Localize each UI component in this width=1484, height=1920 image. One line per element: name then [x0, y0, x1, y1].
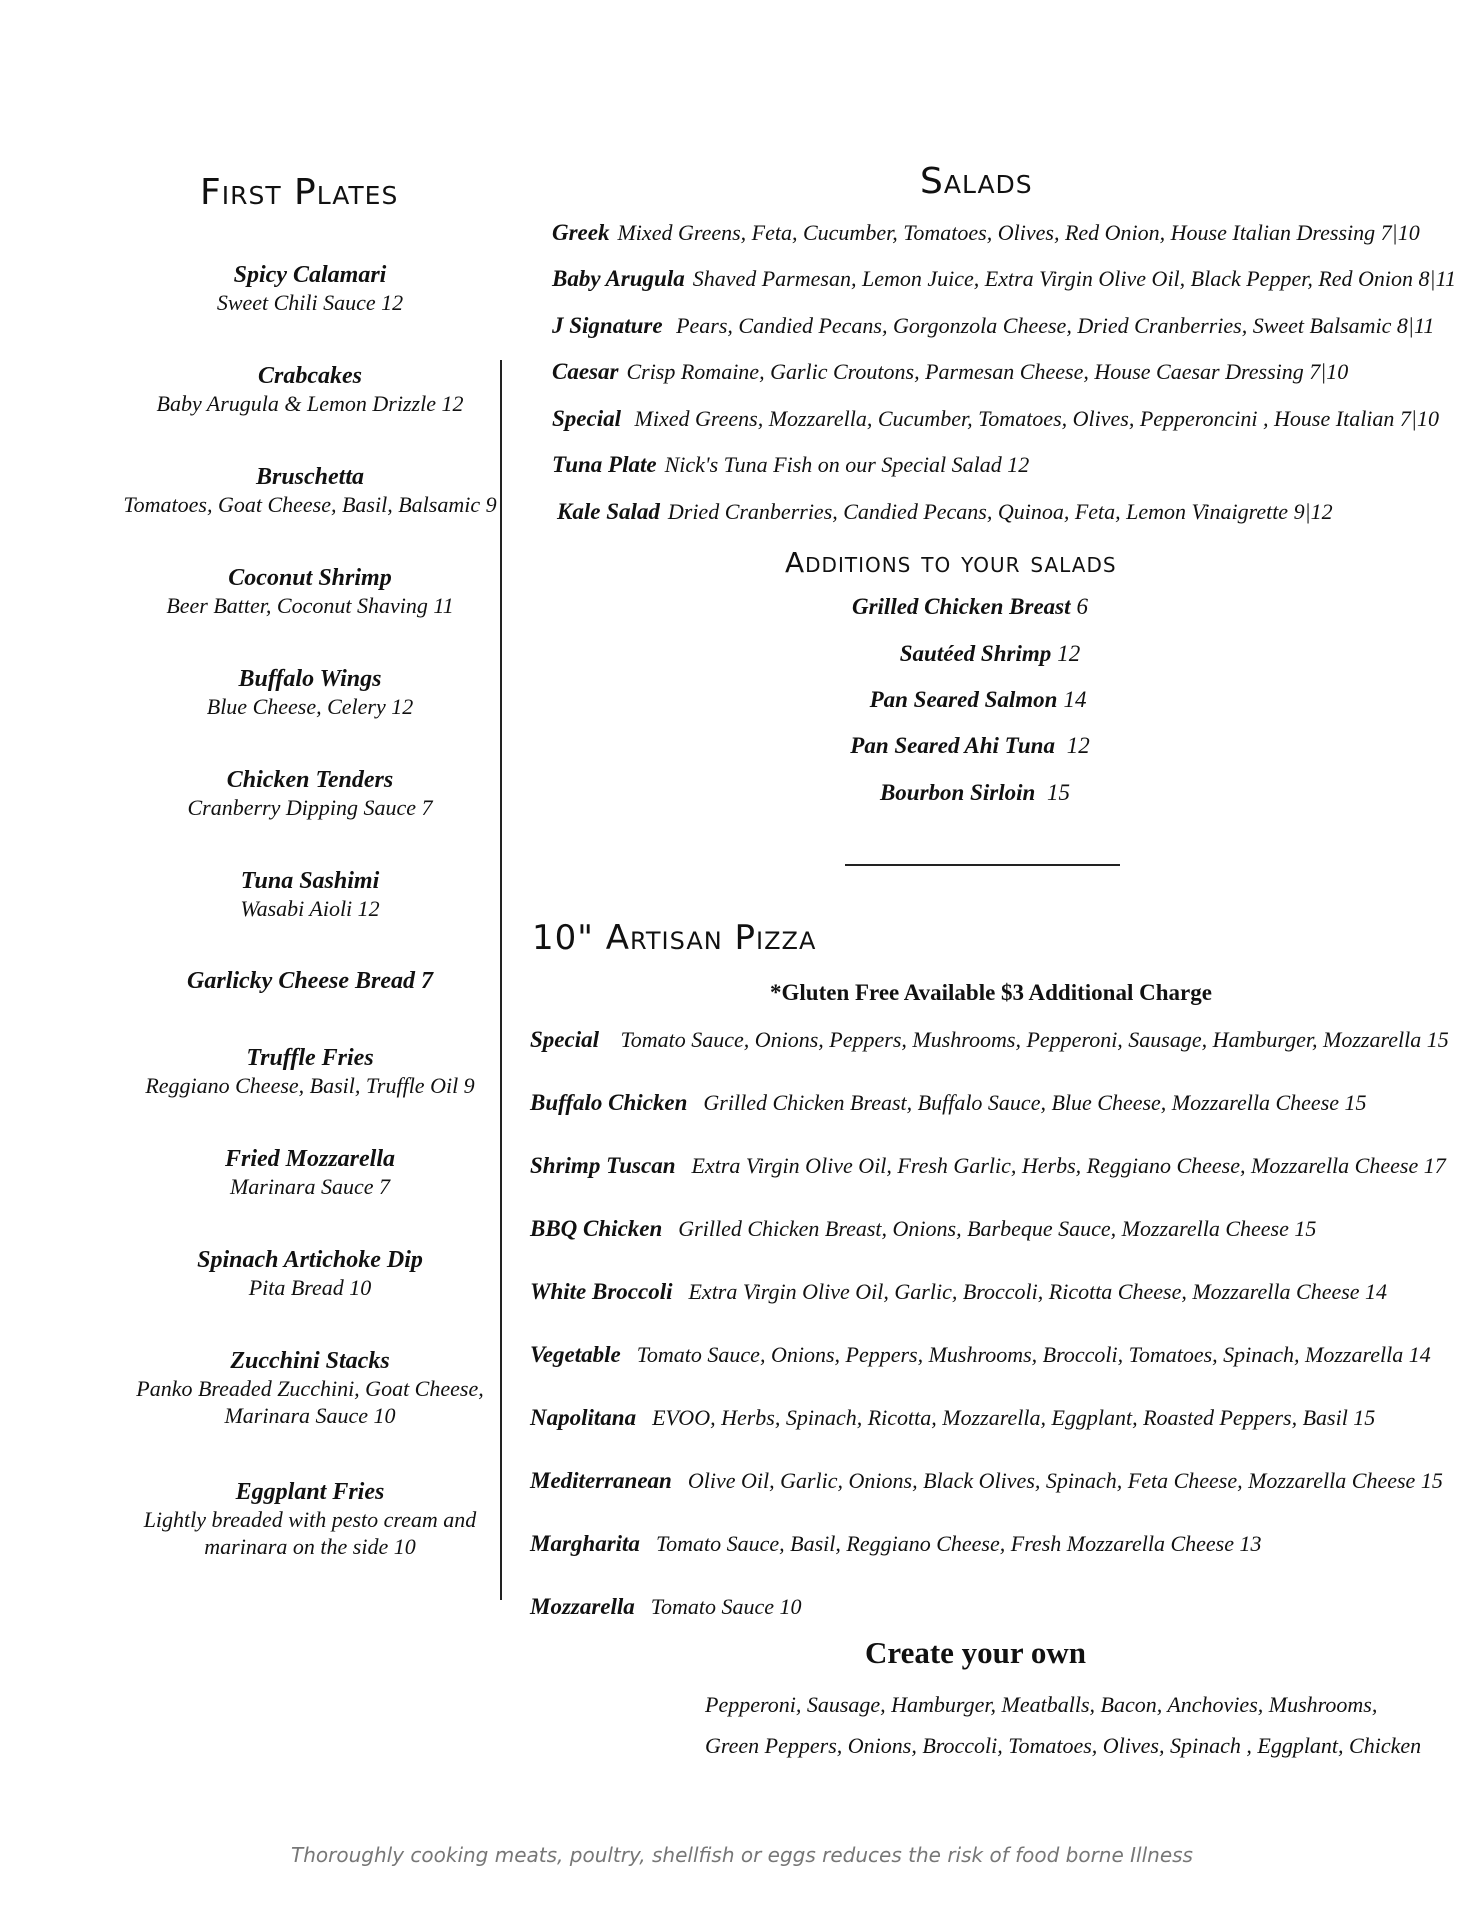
food-safety-disclaimer: Thoroughly cooking meats, poultry, shellfish or eggs reduces the risk of food borne Illness	[291, 1843, 1193, 1867]
list-item	[557, 497, 1333, 527]
list-item	[740, 639, 1240, 669]
item-desc: Beer Batter, Coconut Shaving 11	[166, 593, 454, 618]
item-price: 14	[1063, 687, 1087, 712]
item-name: Special	[530, 1027, 599, 1052]
item-desc: Grilled Chicken Breast, Buffalo Sauce, Blue Cheese, Mozzarella Cheese 15	[703, 1090, 1367, 1115]
item-desc: Tomatoes, Goat Cheese, Basil, Balsamic 9	[123, 492, 497, 517]
list-item	[720, 592, 1220, 622]
list-item	[552, 218, 1420, 248]
item-desc: Tomato Sauce, Onions, Peppers, Mushrooms, Pepperoni, Sausage, Hamburger, Mozzarella 15	[615, 1027, 1449, 1052]
list-item	[530, 1340, 1431, 1370]
list-item	[530, 1214, 1316, 1244]
item-name: BBQ Chicken	[530, 1216, 663, 1241]
list-item	[552, 450, 1029, 480]
list-item	[725, 778, 1225, 808]
item-desc: Cranberry Dipping Sauce 7	[187, 795, 433, 820]
item-desc: Tomato Sauce, Onions, Peppers, Mushrooms, Broccoli, Tomatoes, Spinach, Mozzarella 14	[636, 1342, 1431, 1367]
item-name: Mediterranean	[530, 1468, 672, 1493]
item-name: Grilled Chicken Breast	[851, 594, 1071, 619]
toppings-line: Green Peppers, Onions, Broccoli, Tomatoes, Olives, Spinach , Eggplant, Chicken	[705, 1733, 1422, 1758]
item-price: 12	[1060, 733, 1090, 758]
salads-title: Salads	[920, 161, 1033, 202]
list-item	[120, 1146, 500, 1200]
list-item	[120, 565, 500, 619]
item-desc: Lightly breaded with pesto cream and	[143, 1507, 477, 1532]
gluten-free-note: *Gluten Free Available $3 Additional Charge	[770, 980, 1212, 1005]
item-desc: Nick's Tuna Fish on our Special Salad 12	[664, 452, 1030, 477]
item-desc: Baby Arugula & Lemon Drizzle 12	[156, 391, 464, 416]
item-desc: Mixed Greens, Feta, Cucumber, Tomatoes, Olives, Red Onion, House Italian Dressing 7|10	[617, 220, 1420, 245]
list-item	[120, 1348, 500, 1429]
section-divider	[845, 864, 1120, 866]
item-name: Fried Mozzarella	[224, 1146, 395, 1172]
list-item	[120, 464, 500, 518]
item-name: Margharita	[530, 1531, 640, 1556]
list-item	[120, 363, 500, 417]
item-name: Special	[552, 406, 621, 431]
list-item	[530, 1529, 1261, 1559]
item-name: Kale Salad	[557, 499, 660, 524]
item-name: Pan Seared Salmon	[869, 687, 1058, 712]
item-name: Eggplant Fries	[235, 1479, 385, 1505]
item-name: Baby Arugula	[552, 266, 685, 291]
item-desc: Pears, Candied Pecans, Gorgonzola Cheese, Dried Cranberries, Sweet Balsamic 8|11	[670, 313, 1435, 338]
item-name: Bruschetta	[255, 464, 365, 490]
list-item	[552, 264, 1456, 294]
create-your-own-title: Create your own	[865, 1635, 1086, 1670]
list-item	[530, 1025, 1449, 1055]
item-desc: Olive Oil, Garlic, Onions, Black Olives, Spinach, Feta Cheese, Mozzarella Cheese 15	[687, 1468, 1443, 1493]
list-item	[728, 685, 1228, 715]
list-item	[120, 666, 500, 720]
item-desc: Extra Virgin Olive Oil, Fresh Garlic, Herbs, Reggiano Cheese, Mozzarella Cheese 17	[691, 1153, 1446, 1178]
item-name: Greek	[552, 220, 610, 245]
toppings-line: Pepperoni, Sausage, Hamburger, Meatballs, Bacon, Anchovies, Mushrooms,	[705, 1692, 1378, 1717]
item-desc: Dried Cranberries, Candied Pecans, Quinoa, Feta, Lemon Vinaigrette 9|12	[667, 499, 1333, 524]
item-desc: Sweet Chili Sauce 12	[216, 290, 404, 315]
item-desc: Blue Cheese, Celery 12	[206, 694, 414, 719]
item-name: Shrimp Tuscan	[530, 1153, 676, 1178]
item-desc: Shaved Parmesan, Lemon Juice, Extra Virgin Olive Oil, Black Pepper, Red Onion 8|11	[692, 266, 1456, 291]
item-desc: Pita Bread 10	[248, 1275, 372, 1300]
item-desc: EVOO, Herbs, Spinach, Ricotta, Mozzarella, Eggplant, Roasted Peppers, Basil 15	[652, 1405, 1376, 1430]
list-item	[120, 1247, 500, 1301]
additions-title: Additions to your salads	[785, 546, 1117, 579]
item-name: Zucchini Stacks	[230, 1348, 390, 1374]
column-divider	[500, 360, 502, 1600]
list-item	[120, 262, 500, 316]
item-name: Truffle Fries	[246, 1045, 374, 1071]
item-desc: Panko Breaded Zucchini, Goat Cheese,	[136, 1376, 484, 1401]
item-name: J Signature	[552, 313, 663, 338]
list-item	[552, 357, 1348, 387]
list-item	[530, 1151, 1446, 1181]
first-plates-title: First Plates	[200, 172, 399, 213]
item-name: Mozzarella	[530, 1594, 635, 1619]
item-name: Tuna Sashimi	[240, 868, 380, 894]
item-name: Crabcakes	[258, 363, 362, 389]
item-name: Coconut Shrimp	[228, 565, 392, 591]
list-item	[552, 311, 1434, 341]
list-item	[120, 767, 500, 821]
item-name: Bourbon Sirloin	[879, 780, 1036, 805]
item-name: Napolitana	[530, 1405, 637, 1430]
item-name: Vegetable	[530, 1342, 621, 1367]
item-name: Buffalo Chicken	[530, 1090, 688, 1115]
list-item	[120, 868, 500, 922]
item-desc: Grilled Chicken Breast, Onions, Barbeque Sauce, Mozzarella Cheese 15	[678, 1216, 1317, 1241]
item-name: White Broccoli	[530, 1279, 673, 1304]
list-item	[530, 1403, 1375, 1433]
item-price: 12	[1057, 641, 1081, 666]
list-item	[552, 404, 1439, 434]
item-price: 15	[1041, 780, 1071, 805]
list-item	[120, 968, 500, 995]
item-name: Caesar	[552, 359, 619, 384]
item-name: Chicken Tenders	[226, 767, 394, 793]
list-item	[530, 1466, 1443, 1496]
item-desc: Mixed Greens, Mozzarella, Cucumber, Tomatoes, Olives, Pepperoncini , House Italian 7|10	[629, 406, 1439, 431]
item-desc: Extra Virgin Olive Oil, Garlic, Broccoli, Ricotta Cheese, Mozzarella Cheese 14	[688, 1279, 1388, 1304]
item-name: Garlicky Cheese Bread 7	[187, 968, 433, 994]
list-item	[530, 1592, 802, 1622]
list-item	[720, 731, 1220, 761]
list-item	[120, 1479, 500, 1560]
item-name: Buffalo Wings	[238, 666, 382, 692]
list-item	[120, 1045, 500, 1099]
item-desc: Wasabi Aioli 12	[240, 896, 380, 921]
item-desc: Marinara Sauce 10	[224, 1403, 396, 1428]
item-desc: Crisp Romaine, Garlic Croutons, Parmesan Cheese, House Caesar Dressing 7|10	[626, 359, 1349, 384]
item-desc: Tomato Sauce, Basil, Reggiano Cheese, Fresh Mozzarella Cheese 13	[655, 1531, 1262, 1556]
item-desc: marinara on the side 10	[204, 1534, 416, 1559]
list-item	[530, 1277, 1387, 1307]
item-name: Spinach Artichoke Dip	[197, 1247, 423, 1273]
list-item	[530, 1088, 1367, 1118]
item-desc: Marinara Sauce 7	[229, 1174, 391, 1199]
item-desc: Reggiano Cheese, Basil, Truffle Oil 9	[145, 1073, 475, 1098]
item-name: Sautéed Shrimp	[899, 641, 1052, 666]
item-price: 6	[1076, 594, 1088, 619]
item-desc: Tomato Sauce 10	[650, 1594, 802, 1619]
item-name: Tuna Plate	[552, 452, 657, 477]
pizza-title: 10" Artisan Pizza	[532, 918, 817, 958]
item-name: Pan Seared Ahi Tuna	[850, 733, 1055, 758]
item-name: Spicy Calamari	[233, 262, 387, 288]
